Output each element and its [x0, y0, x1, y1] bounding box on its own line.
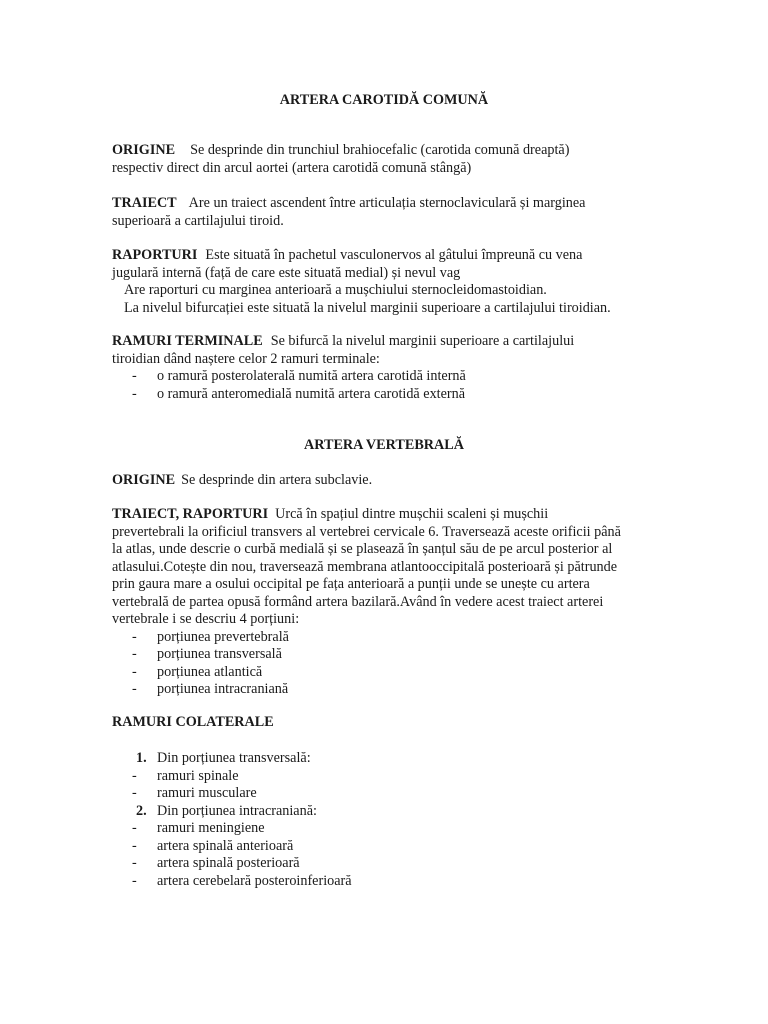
list-item: - ramuri musculare	[132, 785, 257, 801]
raporturi-paragraph	[112, 247, 672, 317]
list-item: - artera spinală posterioară	[132, 855, 300, 871]
origine-vertebrala-paragraph	[112, 472, 672, 490]
origine-paragraph	[112, 142, 672, 177]
traiect-raporturi-paragraph	[112, 506, 672, 699]
list-dash: -	[132, 646, 137, 662]
traiect-raporturi-line-3: la atlas, unde descrie o curbă medială și se plasează în șanțul său de pe arcul posterior al	[112, 541, 613, 557]
list-dash: -	[132, 767, 137, 784]
traiect-raporturi-line-6: vertebrală de partea opusă formând artera bazilară.Având în vedere acest traiect arterei	[112, 593, 604, 610]
section-title-carotida: ARTERA CAROTIDĂ COMUNĂ	[279, 92, 489, 108]
traiect-raporturi-line-2: prevertebrali la orificiul transvers al vertebrei cervicale 6. Traversează aceste orificii până	[112, 523, 621, 540]
list-item: - artera cerebelară posteroinferioară	[132, 872, 352, 889]
list-item: - porțiunea transversală	[132, 646, 282, 662]
list-item: - ramuri spinale	[132, 767, 239, 784]
traiect-label: TRAIECT	[112, 195, 177, 211]
list-dash: -	[132, 628, 137, 645]
section-title-vertebrala: ARTERA VERTEBRALĂ	[304, 437, 464, 453]
origine-vertebrala-label: ORIGINE	[112, 472, 176, 488]
raporturi-line-1: RAPORTURI Este situată în pachetul vasculonervos al gâtului împreună cu vena	[112, 247, 583, 263]
traiect-paragraph	[112, 195, 672, 230]
ramuri-colaterale-label: RAMURI COLATERALE	[112, 714, 274, 730]
item-number: 1.	[136, 750, 147, 766]
list-item: - o ramură posterolaterală numită artera carotidă internă	[132, 368, 466, 384]
origine-line-1: ORIGINE Se desprinde din trunchiul brahiocefalic (carotida comună dreaptă)	[112, 142, 570, 158]
list-item: - porțiunea intracraniană	[132, 681, 289, 697]
traiect-raporturi-line-4: atlasului.Cotește din nou, traversează membrana atlantooccipitală posterioară și pătrunde	[112, 558, 618, 575]
traiect-line-1: TRAIECT Are un traiect ascendent între articulația sternoclaviculară și marginea	[112, 195, 586, 211]
origine-label: ORIGINE	[112, 142, 176, 158]
list-dash: -	[132, 681, 137, 697]
list-item: - o ramură anteromedială numită artera carotidă externă	[132, 385, 466, 402]
ramuri-terminale-label: RAMURI TERMINALE	[112, 333, 263, 349]
list-dash: -	[132, 837, 137, 854]
item-number: 2.	[136, 802, 147, 819]
list-item: - artera spinală anterioară	[132, 837, 294, 854]
origine-vertebrala-line: ORIGINE Se desprinde din artera subclavie.	[112, 472, 373, 488]
ramuri-terminale-line-2: tiroidian dând naștere celor 2 ramuri terminale:	[112, 350, 380, 367]
raporturi-label: RAPORTURI	[112, 247, 198, 263]
raporturi-line-3: Are raporturi cu marginea anterioară a mușchiului sternocleidomastoidian.	[124, 282, 547, 298]
raporturi-line-2: jugulară internă (față de care este situată medial) și nevul vag	[112, 264, 461, 281]
list-dash: -	[132, 872, 137, 889]
numbered-item: 2. Din porțiunea intracraniană:	[136, 802, 317, 819]
ramuri-terminale-line-1: RAMURI TERMINALE Se bifurcă la nivelul marginii superioare a cartilajului	[112, 333, 575, 349]
traiect-raporturi-line-1: TRAIECT, RAPORTURI Urcă în spațiul dintre mușchii scaleni și mușchii	[112, 506, 549, 522]
ramuri-terminale-paragraph	[112, 333, 672, 403]
list-dash: -	[132, 385, 137, 402]
numbered-item: 1. Din porțiunea transversală:	[136, 750, 311, 766]
origine-line-2: respectiv direct din arcul aortei (artera carotidă comună stângă)	[112, 159, 472, 176]
list-item: - porțiunea atlantică	[132, 663, 263, 680]
list-item: - ramuri meningiene	[132, 820, 265, 836]
traiect-raporturi-line-7: vertebrale i se descriu 4 porțiuni:	[112, 611, 300, 627]
traiect-line-2: superioară a cartilajului tiroid.	[112, 212, 284, 229]
list-item: - porțiunea prevertebrală	[132, 628, 289, 645]
list-dash: -	[132, 663, 137, 680]
raporturi-line-4: La nivelul bifurcației este situată la nivelul marginii superioare a cartilajului tiroidian.	[124, 299, 611, 316]
list-dash: -	[132, 855, 137, 871]
ramuri-colaterale-heading-block	[112, 714, 672, 732]
traiect-raporturi-label: TRAIECT, RAPORTURI	[112, 506, 269, 522]
traiect-raporturi-line-5: prin gaura mare a osului occipital pe fața anterioară a punții unde se unește cu artera	[112, 576, 590, 592]
list-dash: -	[132, 368, 137, 384]
list-dash: -	[132, 820, 137, 836]
list-dash: -	[132, 785, 137, 801]
ramuri-colaterale-list	[112, 750, 672, 890]
